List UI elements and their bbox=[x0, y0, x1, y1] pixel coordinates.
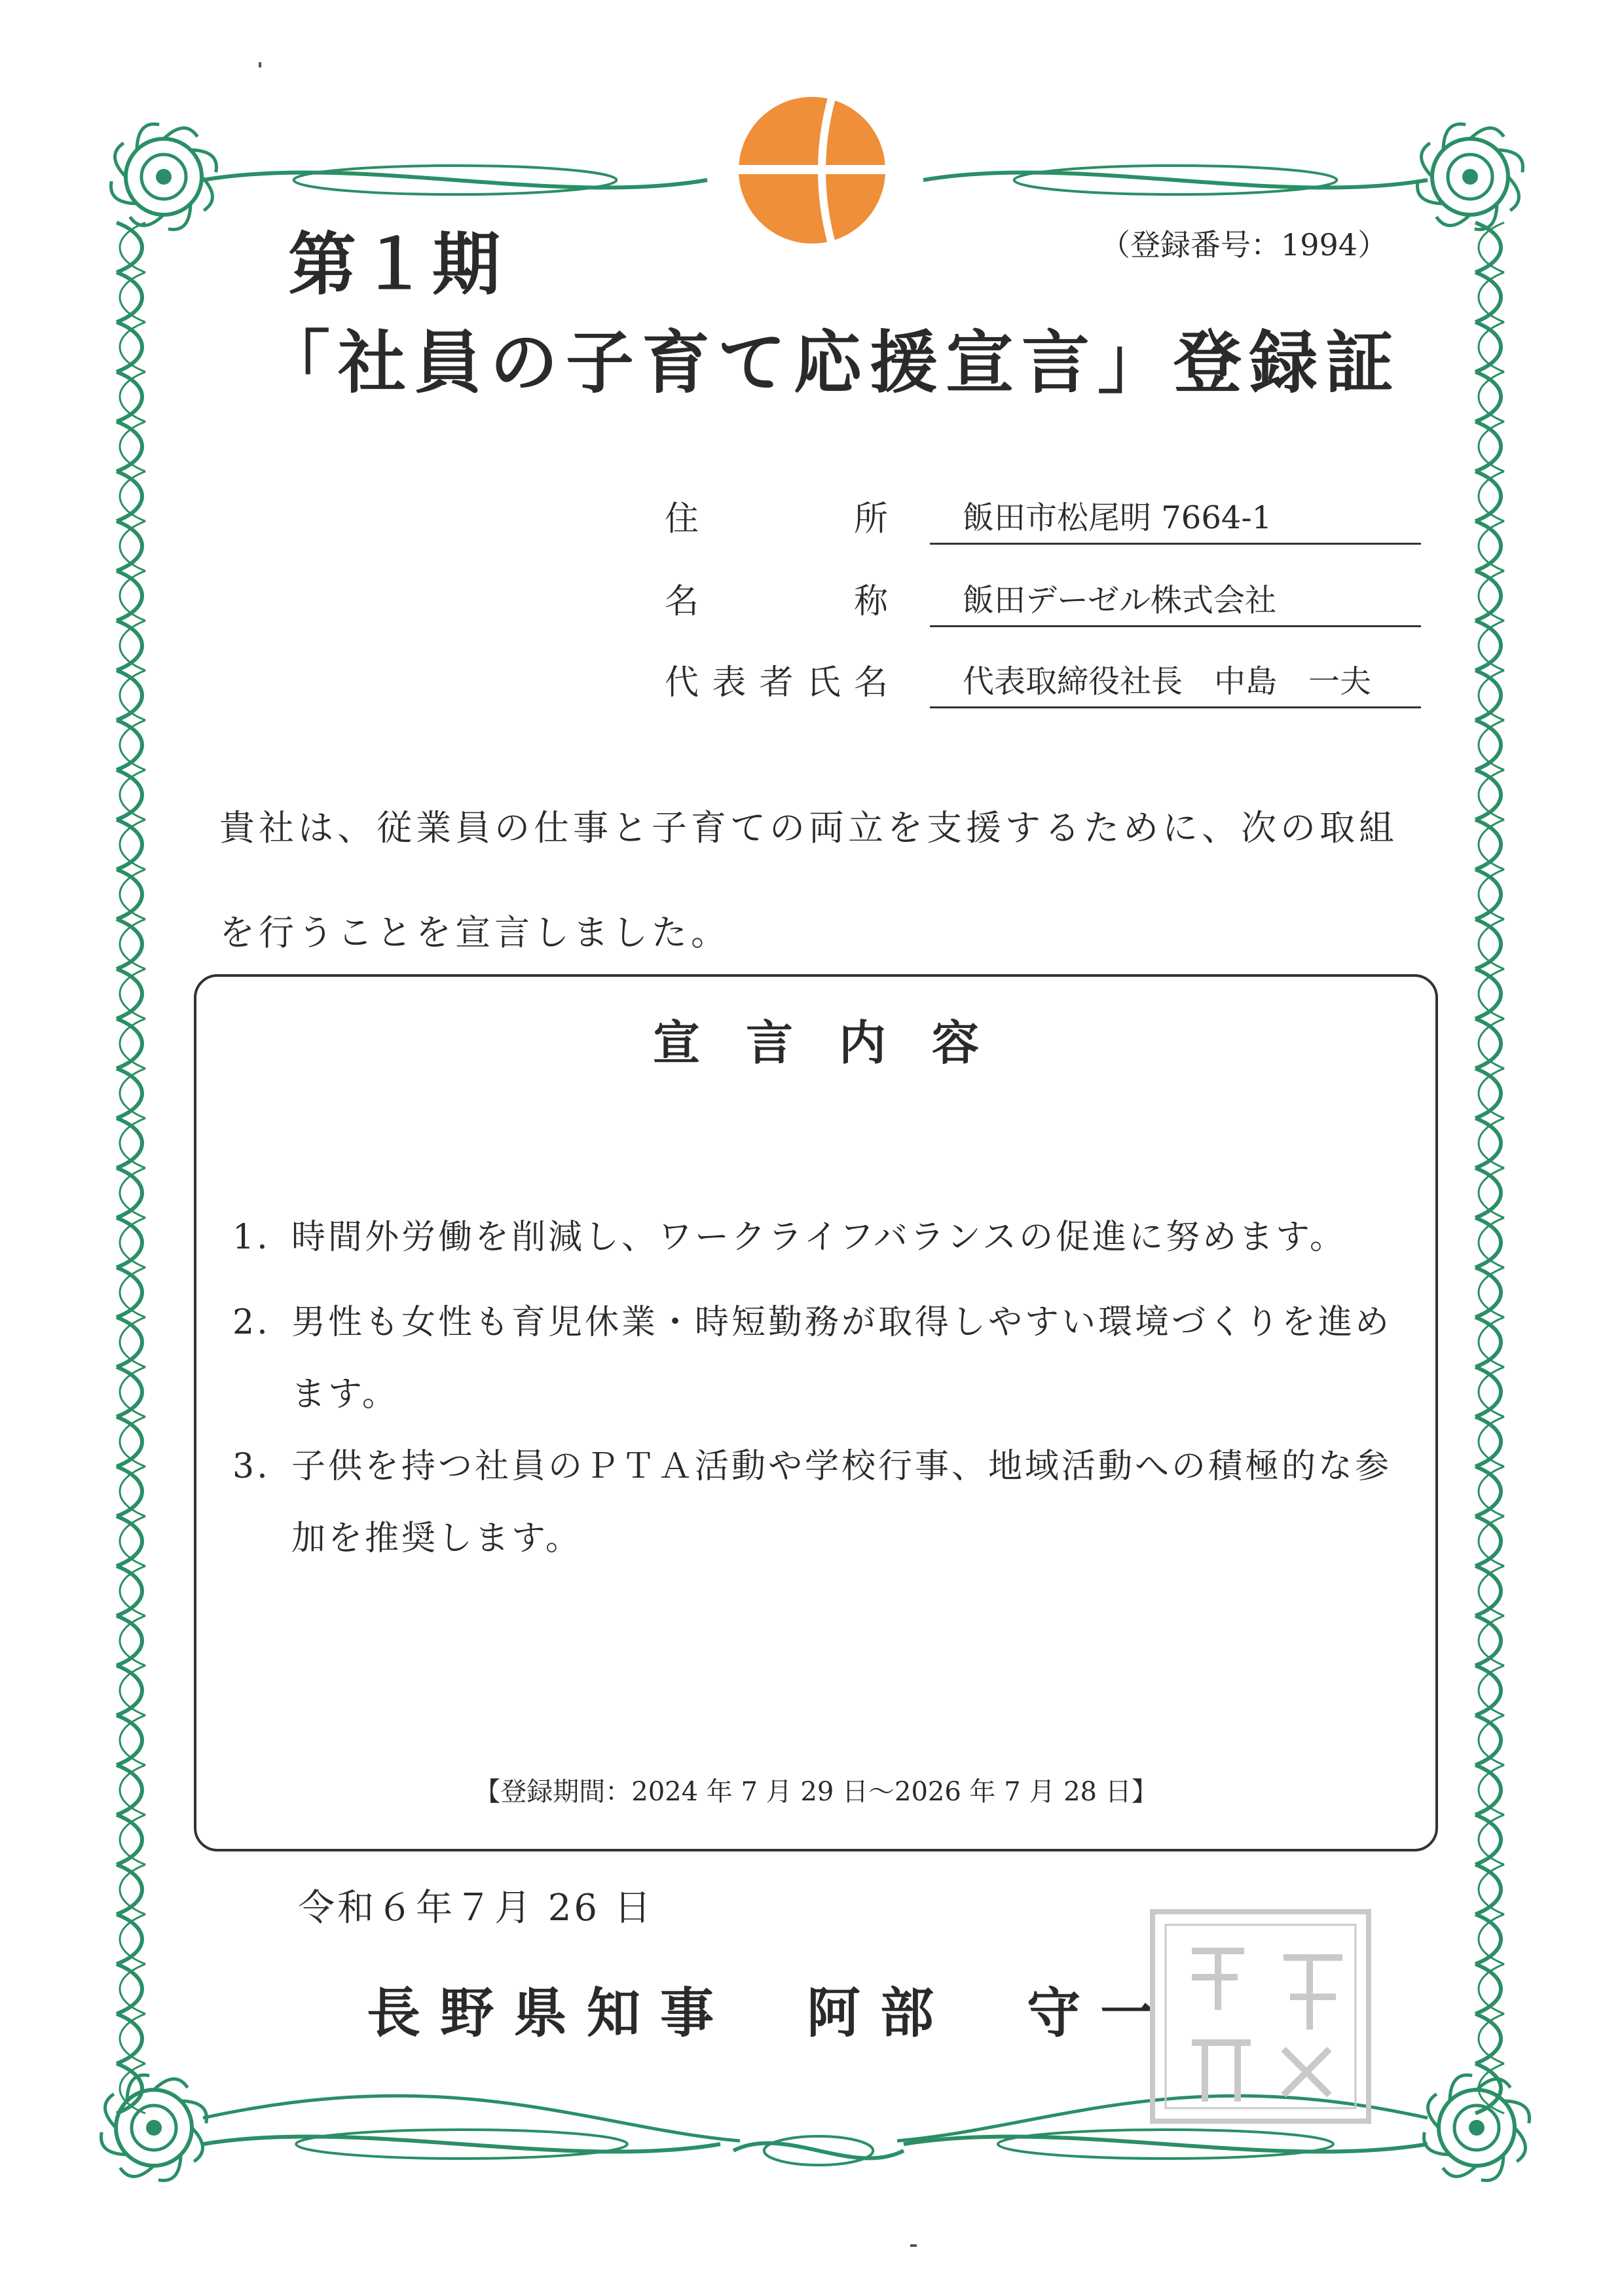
company-name-value: 飯田デーゼル株式会社 bbox=[930, 575, 1421, 627]
item-text: 男性も女性も育児休業・時短勤務が取得しやすい環境づくりを進めます。 bbox=[291, 1303, 1392, 1414]
border-ornament bbox=[733, 2143, 904, 2158]
border-ornament bbox=[904, 2136, 1428, 2151]
address-label: 住 所 bbox=[665, 500, 891, 539]
border-ornament bbox=[1462, 169, 1478, 185]
registration-number: （登録番号：1994） bbox=[1100, 227, 1388, 263]
declaration-heading: 宣言内容 bbox=[652, 1015, 1025, 1070]
item-text: 時間外労働を削減し、ワークライフバランスの促進に努めます。 bbox=[291, 1218, 1347, 1257]
declaration-item bbox=[232, 1430, 1398, 1575]
border-ornament bbox=[146, 2120, 162, 2136]
period-label: 第１期 bbox=[288, 224, 505, 304]
item-number: 1. bbox=[232, 1218, 270, 1257]
scan-speck bbox=[259, 62, 261, 67]
border-ornament bbox=[923, 172, 1428, 187]
issue-date: 令和６年７月 26 日 bbox=[298, 1887, 654, 1929]
representative-label: 代 表 者 氏 名 bbox=[665, 663, 891, 702]
intro-text: 貴社は、従業員の仕事と子育ての両立を支援するために、次の取組を行うことを宣言しました。 bbox=[219, 807, 1398, 953]
border-ornament bbox=[203, 2096, 740, 2141]
declaration-item bbox=[232, 1201, 1398, 1273]
border-ornament bbox=[203, 2136, 720, 2151]
company-name-label: 名 称 bbox=[665, 582, 891, 621]
address-value: 飯田市松尾明 7664-1 bbox=[930, 492, 1421, 545]
border-ornament bbox=[156, 169, 172, 185]
official-seal-icon bbox=[1139, 1899, 1382, 2134]
item-text: 子供を持つ社員のＰＴＡ活動や学校行事、地域活動への積極的な参加を推奨します。 bbox=[291, 1447, 1392, 1558]
item-number: 3. bbox=[232, 1447, 270, 1486]
scan-speck bbox=[910, 2244, 917, 2247]
border-ornament bbox=[203, 172, 707, 187]
border-ornament bbox=[1469, 2120, 1485, 2136]
item-number: 2. bbox=[232, 1303, 270, 1342]
prefecture-logo-icon bbox=[733, 92, 891, 249]
representative-value: 代表取締役社長 中島 一夫 bbox=[930, 656, 1421, 708]
governor-signature: 長野県知事 阿部 守一 bbox=[367, 1982, 1174, 2045]
registration-period: 【登録期間：2024 年 7 月 29 日～2026 年 7 月 28 日】 bbox=[474, 1777, 1158, 1807]
certificate-title: 「社員の子育て応援宣言」登録証 bbox=[262, 322, 1402, 403]
declaration-item bbox=[232, 1286, 1398, 1430]
